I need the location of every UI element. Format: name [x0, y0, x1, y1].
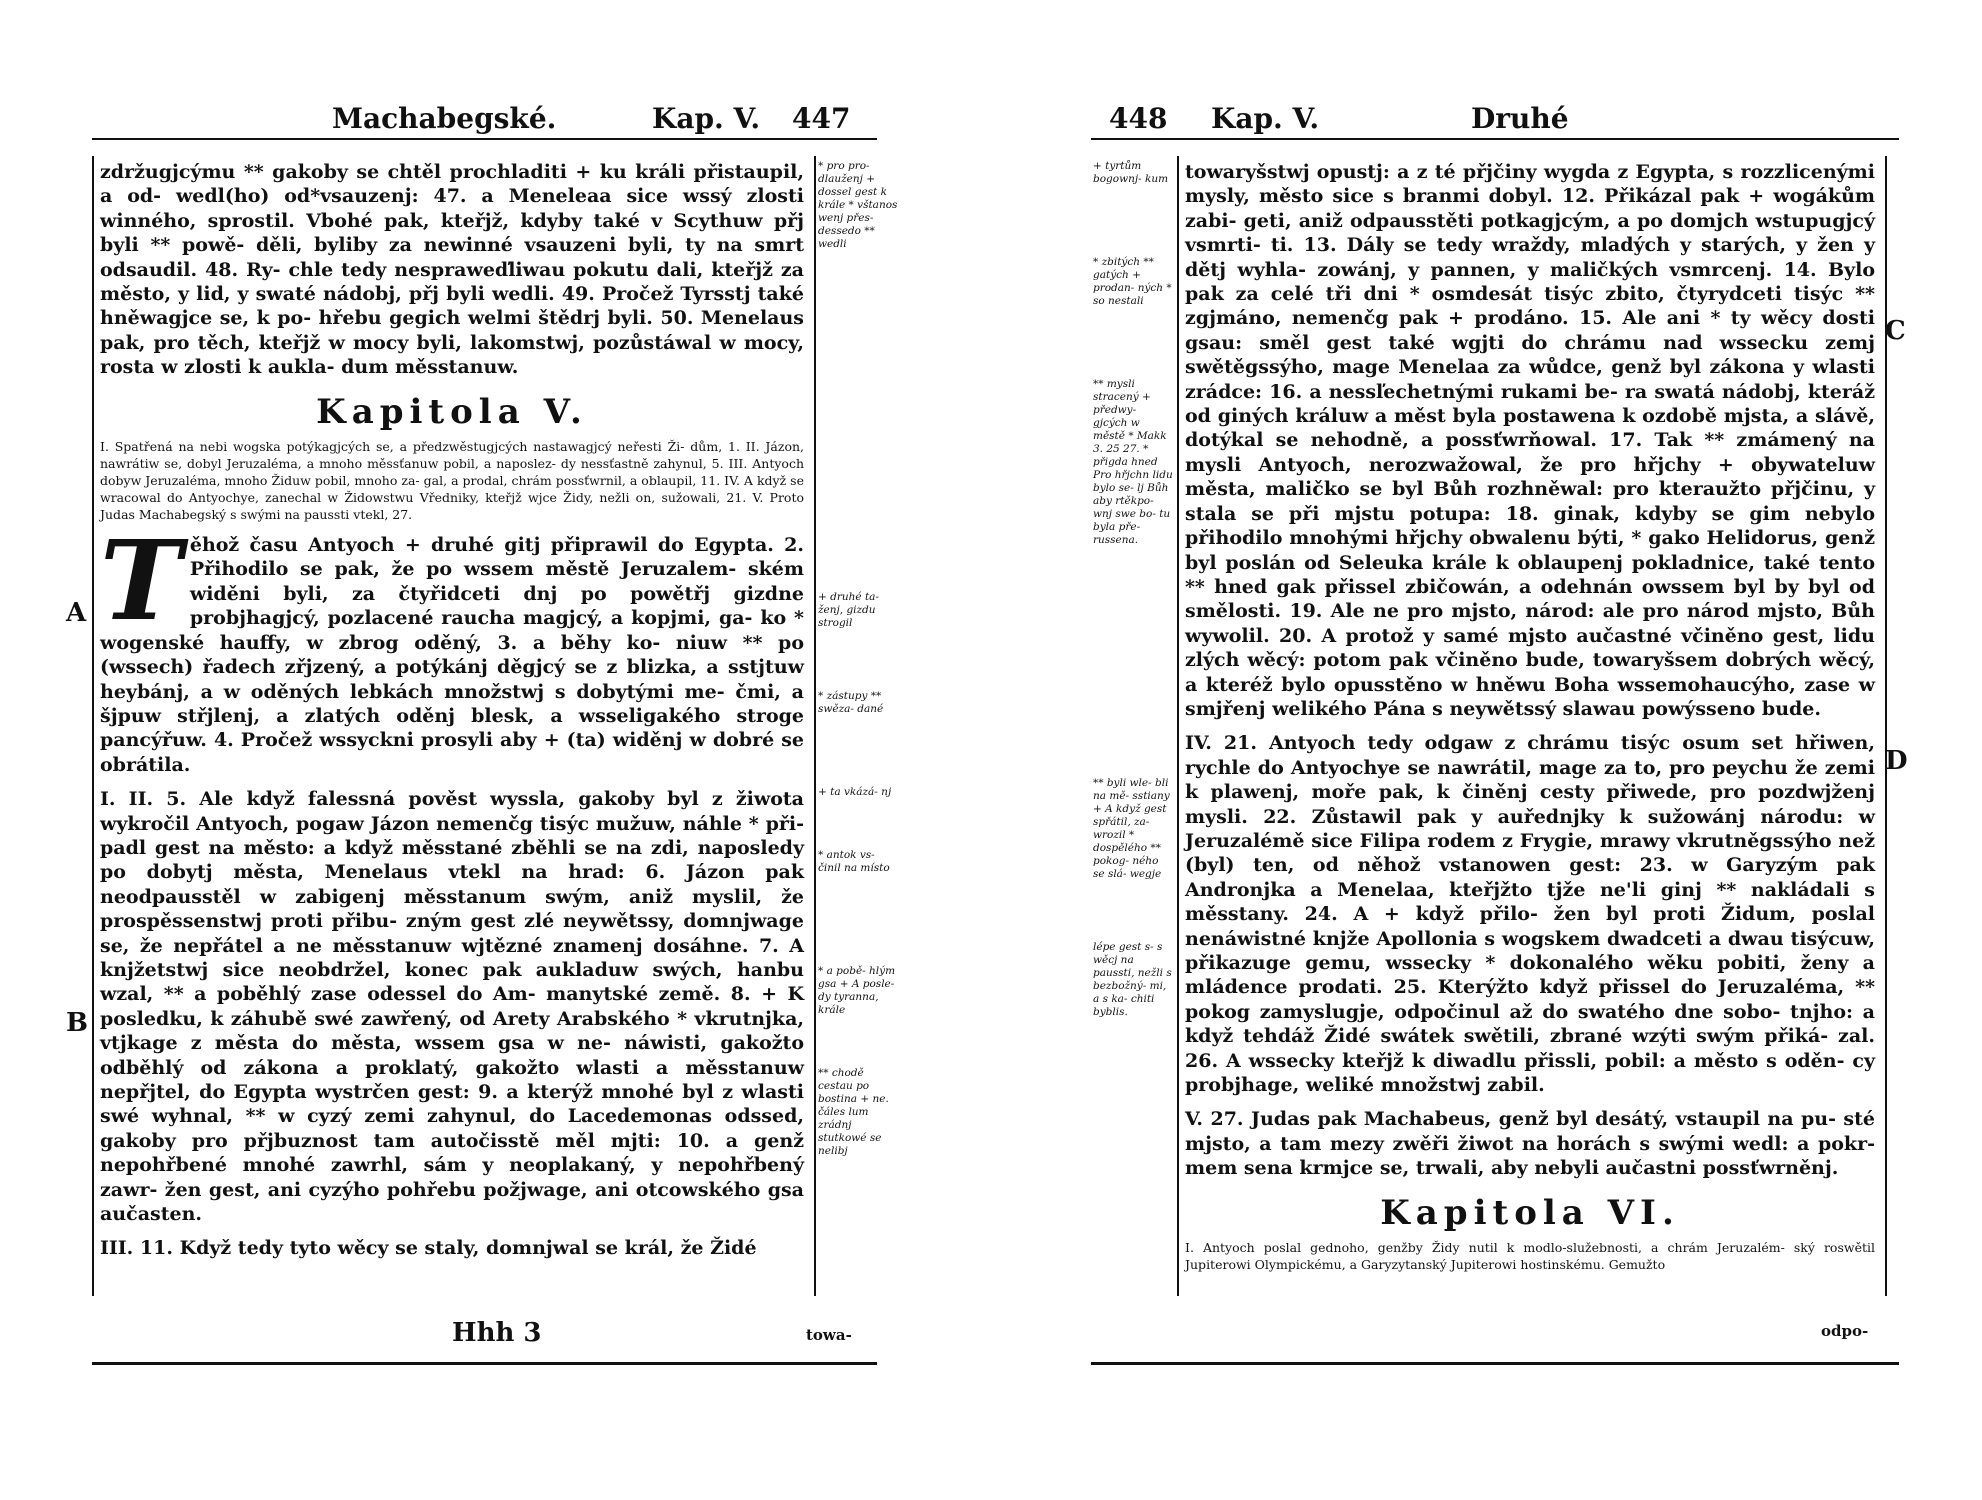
right-catchword: odpo-: [1821, 1322, 1869, 1340]
left-top-paragraph: zdržugjcýmu ** gakoby se chtěl prochladiti + ku králi přistaupil, a od- wedl(ho) od*vsauzenj: 47. a Meneleaa sice wssý zlosti winného, sprostil. Vbohé pak, kteřjž, kdyby také v Scythuw přj byli ** powě- děli, byliby za newinné vsauzeni byli, ty na smrt odsaudil. 48. Ry- chle tedy nespraweďliwau pokutu dali, kteřjž za město, y lid, y swaté nádobj, přj byli wedli. 49. Pročež Tyrsstj také hněwagjce se, k po- hřebu gegich welmi štědrj byli. 50. Menelaus pak, pro těch, kteřjž w mocy byli, lakomstwj, pozůstáwal w mocy, rosta w zlosti k aukla- dum měsstanuw.: [100, 161, 804, 379]
drop-cap-initial: T: [100, 516, 182, 646]
margin-note: lépe gest s- s wěcj na paussti, nežli s bezbožný- mi, a s ka- chiti byblis.: [1093, 941, 1172, 1018]
left-paragraph-1-text: ěhož času Antyoch + druhé gitj připrawil do Egypta. 2. Přihodilo se pak, že po wssem městě Jeruzalem- ském widěni byli, za čtyřidceti dnj po powětřj gizdne probjhagjcý, pozlacené raucha magjcý, a kopjmi, ga- ko * wogenské hauffy, w zbrog oděný, 3. a běhy ko- niuw ** po (wssech) řadech zřjzený, a potýkánj děgjcý se z blizka, a sstjtuw heybánj, a w oděných lebkách množstwj s dobytými me- čmi, a šjpuw střjlenj, a zlatých oděnj blesk, a wsseligakého stroge pancýřuw. 4. Pročež wssyckni prosyli aby + (ta) widěnj w dobré se obrátila.: [100, 534, 804, 776]
left-chapter-summary: I. Spatřená na nebi wogska potýkagjcých se, a předzwěstugjcých nastawagjcý neřesti Ži- dům, 1. II. Jázon, nawrátiw se, dobyl Jeruzaléma, a mnoho měssťanuw pobil, a naposlez- dy nessťastně zahynul, 5. III. Antyoch dobyw Jeruzaléma, mnoho Židuw pobil, mnoho za- gal, a prodal, chrám possťwrnil, a oblaupil, 11. IV. A když se wracowal do Antyochye, zanechal w Židowstwu Vředniky, kteřjž wjce Židy, nežli on, sužowali, 21. V. Proto Judas Machabegský s swými na paussti vtekl, 27.: [100, 439, 804, 523]
right-margin-notes: [1093, 160, 1173, 1079]
left-section-letter-a: A: [66, 598, 87, 628]
margin-note: * pro pro- dlauženj + dossel gest k krále * vštanos wenj přes- dessedo ** wedli: [818, 160, 898, 250]
margin-note: + tyrtům bogownj- kum: [1093, 160, 1169, 185]
left-catchword: towa-: [806, 1326, 852, 1344]
left-paragraph-2: I. II. 5. Ale když falessná pověst wyssla, gakoby byl z žiwota wykročil Antyoch, pogaw Jázon nemenčg tisýc mužuw, náhle * při- padl gest na město: a když měsstané zběhli se na zdi, naposledy po dobytj města, Menelaus vtekl na hrad: 6. Jázon pak neodpausstěl w zabigenj měsstanum swým, aniž myslil, že prospěssenstwj proti přibu- zným gest zlé neywětssy, domnjwage se, že nepřátel a ne měsstanuw wjtězné znamenj dosáhne. 7. A knjžetstwj sice neobdržel, konec pak aukladuw swých, hanbu wzal, ** a poběhlý zase odessel do Am- manytské země. 8. + K posledku, k záhubě swé zawřený, od Arety Arabského * vkrutnjka, vtjkage z města do města, wssem gsa w ne- náwisti, gakožto odběhlý od zákona a proklatý, gakožto wlasti a měsstanuw nepřjtel, do Egypta wystrčen gest: 9. a kterýž mnohé byl z wlasti swé wyhnal, ** w cyzý zemi zahynul, do Lacedemonas odssed, gakoby pro přjbuznost tam autočisstě měl mjti: 10. a genž nepohřbené mnohé zawrhl, sám y neoplakaný, y nepohřbený zawr- žen gest, ani cyzýho pohřebu požjwage, ani otcowského gsa aučasten.: [100, 788, 804, 1226]
margin-note: ** mysli stracený + předwy- gjcých w městě * Makk 3. 25 27. * přigda hned Pro hřjchn lidu bylo se- lj Bůh aby rtěkpo- wnj swe bo- tu byla pře- russena.: [1093, 378, 1173, 546]
left-running-header: [92, 96, 877, 140]
left-header-title: Machabegské.: [332, 102, 557, 135]
margin-note: + ta vkázá- nj: [818, 786, 892, 798]
left-bottom-rule: [92, 1362, 877, 1365]
left-chapter-heading: Kapitola V.: [316, 391, 588, 432]
right-chapter-heading: Kapitola VI.: [1380, 1192, 1680, 1233]
left-header-chapter: Kap. V.: [652, 102, 761, 135]
margin-note: * zástupy ** swěza- dané: [818, 690, 884, 715]
left-paragraph-3: III. 11. Když tedy tyto wěcy se staly, domnjwal se král, že Židé: [100, 1237, 757, 1260]
left-text-block: [100, 160, 804, 1271]
margin-note: ** chodě cestau po bostina + ne. čáles lum zrádnj stutkowé se nelibj: [818, 1067, 889, 1157]
right-page-number: 448: [1109, 102, 1168, 135]
margin-note: * a pobě- hlým gsa + A posle- dy tyranna, krále: [818, 965, 896, 1016]
right-section-letter-c: C: [1885, 316, 1906, 346]
right-text-block: [1185, 160, 1875, 1283]
left-margin-notes: [818, 160, 898, 1218]
margin-note: * antok vs- činil na místo: [818, 849, 890, 874]
right-bottom-rule: [1091, 1362, 1899, 1365]
right-header-title: Druhé: [1471, 102, 1569, 135]
right-section-letter-d: D: [1885, 746, 1908, 776]
margin-note: + druhé ta- ženj, gizdu strogil: [818, 591, 879, 629]
left-page-number: 447: [792, 102, 851, 135]
margin-note: ** byli wle- bli na mě- sstiany + A když gest spřátil, za- wrozil * dospělého ** pokog- ného se slá- wegje: [1093, 777, 1170, 880]
left-section-letter-b: B: [66, 1008, 88, 1038]
right-paragraph-3: V. 27. Judas pak Machabeus, genž byl desátý, vstaupil na pu- sté mjsto, a tam mezy zwěři žiwot na horách s swými wedl: a pokr- mem sena krmjce se, trwali, aby nebyli aučastni possťwrněnj.: [1185, 1108, 1875, 1180]
left-paragraph-1: [100, 516, 804, 777]
right-running-header: [1091, 96, 1899, 140]
margin-note: * zbitých ** gatých + prodan- ných * so nestali: [1093, 256, 1172, 307]
right-page: [1091, 96, 1908, 1386]
right-paragraph-2: IV. 21. Antyoch tedy odgaw z chrámu tisýc osum set hřiwen, rychle do Antyochye se nawrátil, mage za to, pro peychu že zemi k plawenj, moře pak, k činěnj cesty přiwede, pro pozdwjženj mysli. 22. Zůstawil pak y auřednjky k sužowánj národu: w Jeruzalémě sice Filipa rodem z Frygie, mrawy vkrutněgssýho než (byl) ten, od něhož vstanowen gest: 23. w Garyzým pak Andronjka a Menelaa, kteřjžto tjže ne'li ginj ** nakládali s měsstany. 24. A + když přilo- žen byl proti Židum, poslal nenáwistné knjže Apollonia s wogskem dwadceti a dwau tisýcuw, přikazuge gemu, wssecky * dokonalého wěku pobiti, ženy a mládence prodati. 25. Kterýžto když přissel do Jeruzaléma, ** pokog zamyslugje, odpočinul až do swatého dne sobo- tnjho: a když tehdáž Židé swátek swětili, zbrané wzýti swým přiká- zal. 26. A wssecky kteřjž k diwadlu přissli, pobil: a město s oděn- cy probjhage, weliké množstwj zabil.: [1185, 732, 1875, 1097]
right-paragraph-1: towaryšstwj opustj: a z té přjčiny wygda z Egypta, s rozzlicenými mysly, město sice s branmi dobyl. 12. Přikázal pak + wogákům zabi- geti, aniž odpausstěti potkagjcým, a po domjch wstupugjcý vsmrti- ti. 13. Dály se tedy wraždy, mladých y starých, y žen y dětj wyhla- zowánj, y pannen, y maličkých vsmrcenj. 14. Bylo pak za celé tři dni * osmdesát tisýc zbito, čtyrydceti tisýc ** zgjmáno, nemenčg pak + prodáno. 15. Ale ani * ty wěcy dosti gsau: směl gest také wgjti do chrámu nad wssecku zemj swětěgssýho, mage Menelaa za wůdce, genž byl zákona y wlasti zrádce: 16. a nessľechetnými rukami be- ra swatá nádobj, kteráž od giných králuw a měst byla postawena k ozdobě mjsta, a slávě, dotýkal se nehodně, a possťwrňowal. 17. Tak ** zmámený na mysli Antyoch, nerozwažowal, že pro hřjchy + obywateluw města, maličko se byl Bůh rozhněwal: pro kteraužto přjčinu, y stala se při mjstu potupa: 18. ginak, kdyby se gim nebylo přihodilo mnohými hřjchy obwalenu býti, * gako Helidorus, genž byl poslán od Seleuka krále k oblaupenj pokladnice, také tento ** hned gak přissel zbičowán, a odehnán owssem byl by byl od smělosti. 19. Ale ne pro mjsto, národ: ale pro národ mjsto, Bůh wywolil. 20. A protož y samé mjsto aučastné včiněno gest, lidu zlých wěcý: potom pak včiněno bude, towaryšsem dobrých wěcý, a kteréž bylo opusstěno w hněwu Boha wssemohaucýho, zase w smjřenj welikého Pána s neywětssý slawau powýsseno bude.: [1185, 161, 1875, 720]
right-chapter-summary: I. Antyoch poslal gednoho, genžby Židy nutil k modlo-služebnosti, a chrám Jeruzalém- ský roswětil Jupiterowi Olympickému, a Garyzytanský Jupiterowi hostinskému. Gemužto: [1185, 1240, 1875, 1273]
left-page: [66, 96, 898, 1386]
signature-mark: Hhh 3: [452, 1318, 542, 1348]
right-header-chapter: Kap. V.: [1211, 102, 1320, 135]
